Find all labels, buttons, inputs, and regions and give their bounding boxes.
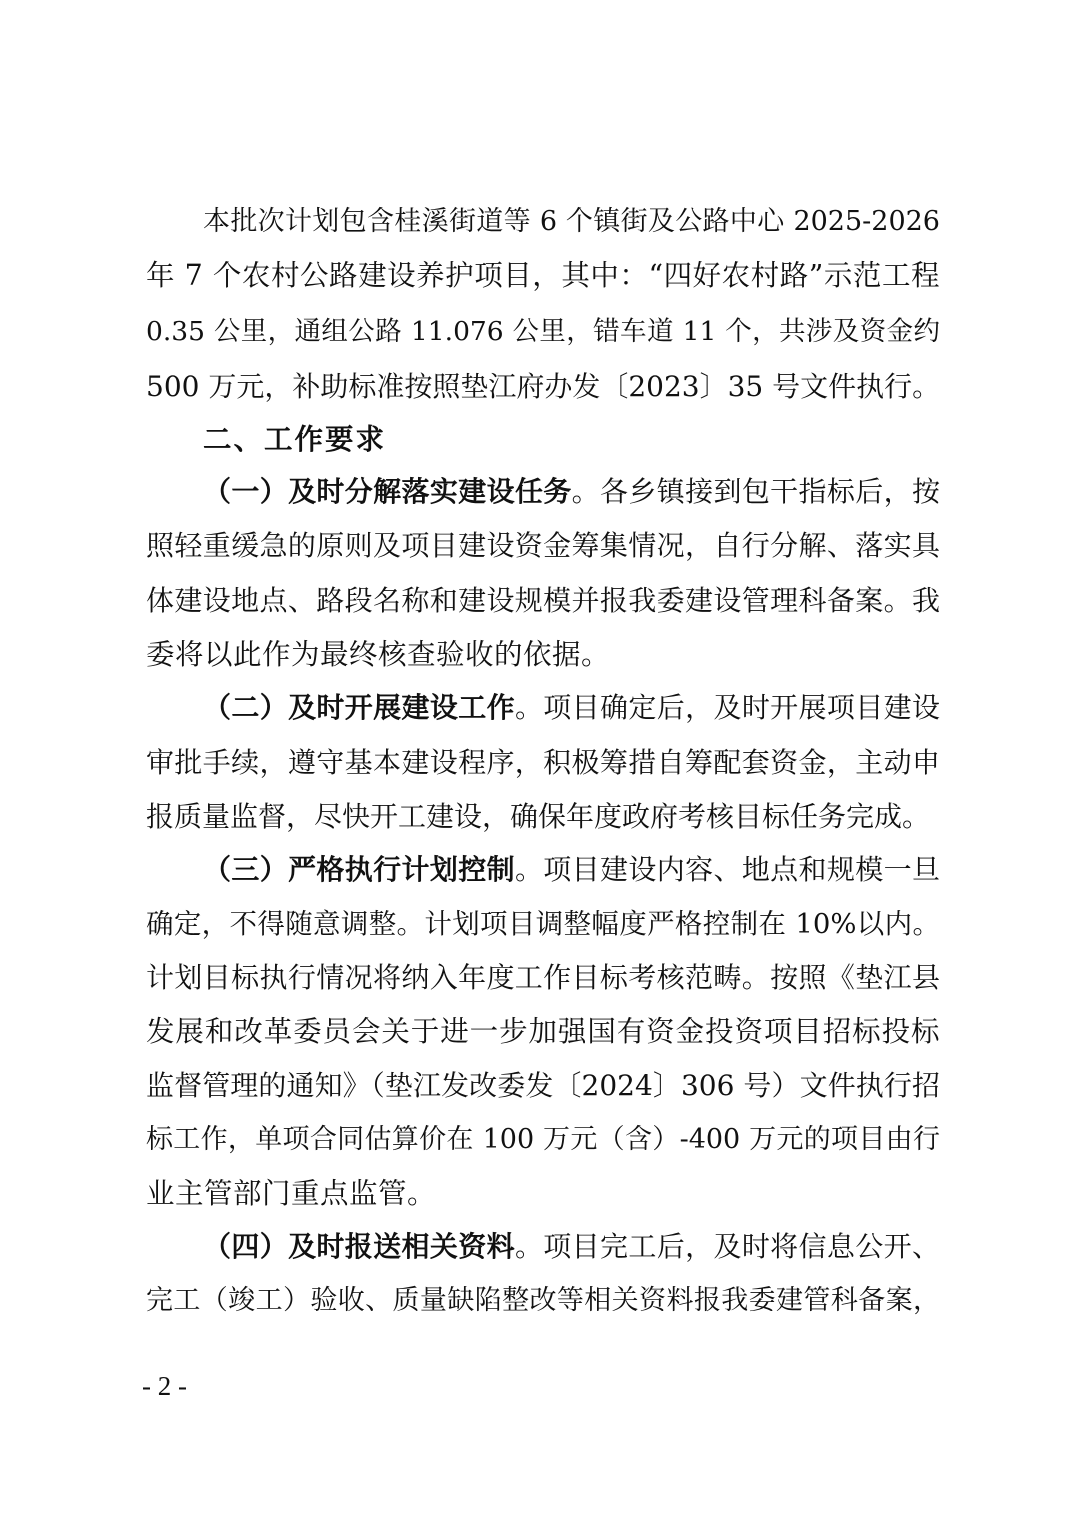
item-4-title: （四）及时报送相关资料 [203, 1230, 515, 1263]
item-4-line-2: 完工（竣工）验收、质量缺陷整改等相关资料报我委建管科备案， [146, 1285, 940, 1316]
paragraph-1-line-2: 年 7 个农村公路建设养护项目，其中：“四好农村路”示范工程 [146, 259, 940, 292]
item-1-first-line-text: 。各乡镇接到包干指标后，按 [571, 475, 940, 508]
item-2-first-line-text: 。项目确定后，及时开展项目建设 [514, 691, 940, 724]
item-3-first-line-text: 。项目建设内容、地点和规模一旦 [514, 853, 940, 886]
item-1-line-2: 照轻重缓急的原则及项目建设资金筹集情况，自行分解、落实具 [146, 529, 940, 562]
item-1-line-3: 体建设地点、路段名称和建设规模并报我委建设管理科备案。我 [146, 584, 940, 617]
paragraph-1-line-3: 0.35 公里，通组公路 11.076 公里，错车道 11 个，共涉及资金约 [146, 316, 940, 347]
item-2-line-3: 报质量监督，尽快开工建设，确保年度政府考核目标任务完成。 [146, 800, 931, 833]
item-3-line-6: 标工作，单项合同估算价在 100 万元（含）-400 万元的项目由行 [146, 1124, 940, 1155]
section-heading: 二、工作要求 [203, 423, 387, 456]
item-3-title: （三）严格执行计划控制 [203, 853, 515, 886]
item-1-line-4: 委将以此作为最终核查验收的依据。 [146, 638, 611, 671]
item-2-line-2: 审批手续，遵守基本建设程序，积极筹措自筹配套资金，主动申 [146, 746, 940, 779]
item-3-line-5: 监督管理的通知》（垫江发改委发〔2024〕306 号）文件执行招 [146, 1069, 940, 1102]
item-3-first-line [203, 844, 940, 896]
page-number: - 2 - [142, 1371, 187, 1401]
item-4-first-line [203, 1221, 940, 1273]
paragraph-1-line-4: 500 万元，补助标准按照垫江府办发〔2023〕35 号文件执行。 [146, 370, 941, 403]
item-3-line-4: 发展和改革委员会关于进一步加强国有资金投资项目招标投标 [146, 1015, 940, 1048]
item-4-first-line-text: 。项目完工后，及时将信息公开、 [514, 1230, 940, 1263]
item-3-line-7: 业主管部门重点监管。 [146, 1177, 437, 1210]
item-1-title: （一）及时分解落实建设任务 [203, 475, 572, 508]
item-3-line-3: 计划目标执行情况将纳入年度工作目标考核范畴。按照《垫江县 [146, 961, 940, 994]
item-2-title: （二）及时开展建设工作 [203, 691, 515, 724]
item-1-first-line [203, 466, 940, 518]
item-2-first-line [203, 682, 940, 734]
item-3-line-2: 确定，不得随意调整。计划项目调整幅度严格控制在 10%以内。 [146, 908, 940, 940]
paragraph-1-line-1: 本批次计划包含桂溪街道等 6 个镇街及公路中心 2025-2026 [203, 206, 940, 237]
